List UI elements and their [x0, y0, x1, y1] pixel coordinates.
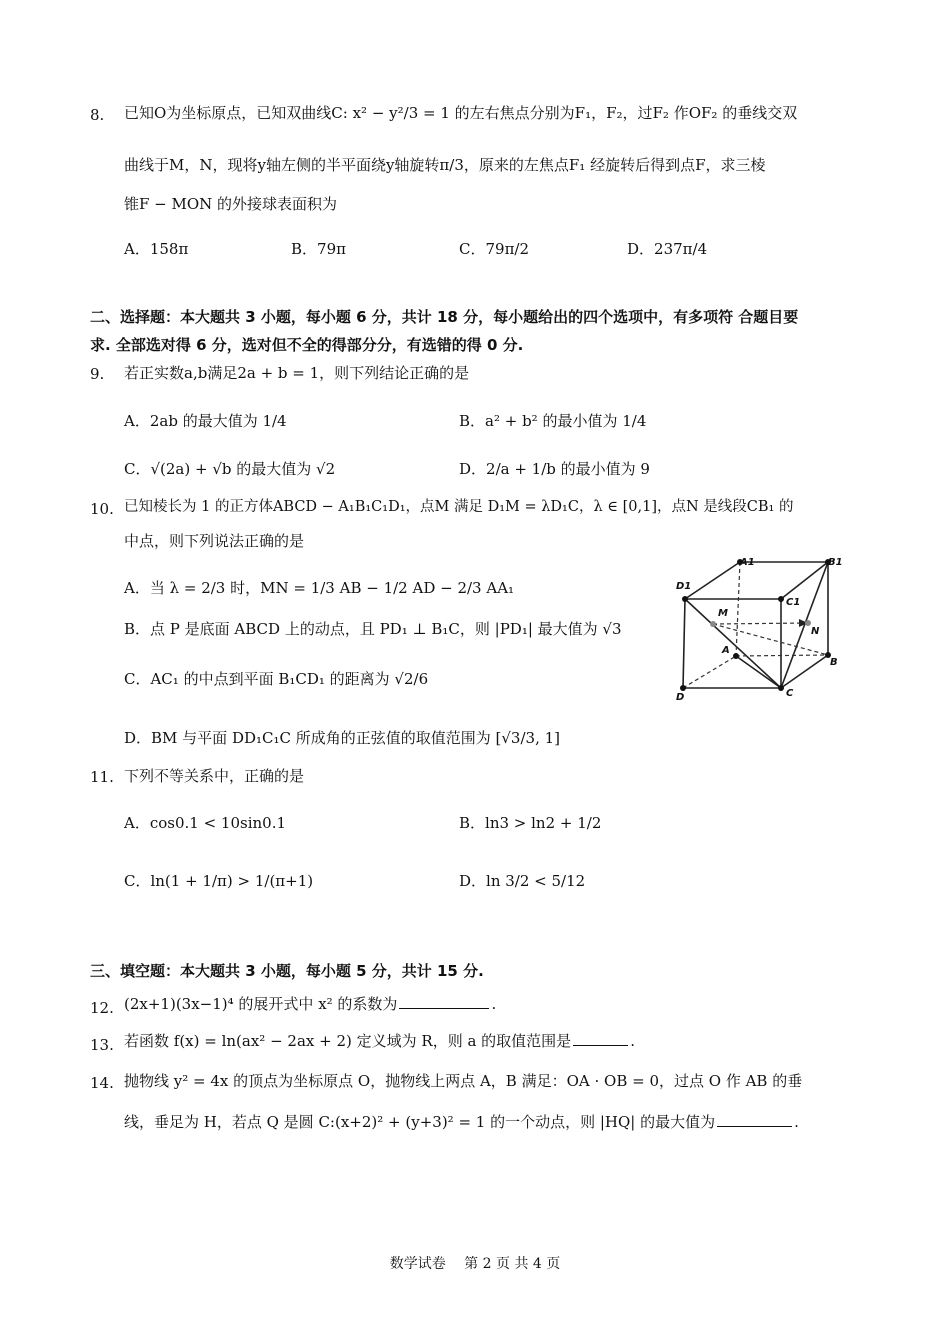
hidden-edge [683, 656, 736, 688]
vertex-c [778, 685, 784, 691]
question-number: 14. [90, 1074, 114, 1092]
option-d: D．2/a + 1/b 的最小值为 9 [459, 460, 650, 478]
vertex-c1 [778, 596, 784, 602]
vertex-a [733, 653, 739, 659]
question-number: 13. [90, 1036, 114, 1054]
option-d: D．ln 3/2 < 5/12 [459, 872, 586, 890]
option-a: A．2ab 的最大值为 1/4 [124, 412, 287, 430]
hidden-edge [736, 562, 740, 656]
label-m: M [718, 608, 728, 619]
option-a: A．cos0.1 < 10sin0.1 [124, 814, 287, 832]
answer-blank[interactable] [399, 1007, 489, 1009]
option-b: B．a² + b² 的最小值为 1/4 [459, 412, 647, 430]
option-a: A．当 λ = 2/3 时，MN = 1/3 AB − 1/2 AD − 2/3 AA₁ [124, 579, 515, 597]
cube-edge [781, 655, 828, 688]
segment-d1c [685, 599, 781, 688]
vertex-d1 [682, 596, 688, 602]
vertex-d [680, 685, 686, 691]
label-a: A [722, 645, 730, 656]
option-b: B．点 P 是底面 ABCD 上的动点，且 PD₁ ⊥ B₁C，则 |PD₁| 最大值为 √3 [124, 620, 622, 638]
question-text-line: 抛物线 y² = 4x 的顶点为坐标原点 O，抛物线上两点 A，B 满足：OA · OB = 0，过点 O 作 AB 的垂 [124, 1072, 803, 1090]
option-c: C．√(2a) + √b 的最大值为 √2 [124, 460, 336, 478]
question-text-line: 已知O为坐标原点，已知双曲线C: x² − y²/3 = 1 的左右焦点分别为F₁，F₂，过F₂ 作OF₂ 的垂线交双 [124, 104, 798, 122]
section-heading-line: 求. 全部选对得 6 分，选对但不全的得部分分，有选错的得 0 分. [90, 336, 524, 354]
question-number: 12. [90, 999, 114, 1017]
label-c: C [786, 688, 794, 699]
label-b: B [830, 657, 838, 668]
section-heading-line: 三、填空题：本大题共 3 小题，每小题 5 分，共计 15 分. [90, 962, 484, 980]
option-b: B．79π [291, 240, 346, 258]
question-number: 10. [90, 500, 114, 518]
option-c: C．AC₁ 的中点到平面 B₁CD₁ 的距离为 √2/6 [124, 670, 429, 688]
option-d: D．BM 与平面 DD₁C₁C 所成角的正弦值的取值范围为 [√3/3, 1] [124, 729, 560, 747]
option-c: C．ln(1 + 1/π) > 1/(π+1) [124, 872, 314, 890]
question-text-line: 下列不等关系中，正确的是 [124, 767, 305, 785]
page-footer: 数学试卷 第 2 页 共 4 页 [389, 1256, 561, 1272]
cube-edge [683, 599, 685, 688]
hidden-edge [736, 655, 828, 656]
label-b1: B1 [828, 557, 843, 568]
option-a: A．158π [124, 240, 189, 258]
label-d: D [676, 692, 685, 703]
segment-mn [713, 623, 808, 624]
question-text-line: (2x+1)(3x−1)⁴ 的展开式中 x² 的系数为 . [124, 995, 497, 1013]
question-text-line: 中点，则下列说法正确的是 [124, 532, 305, 550]
answer-blank[interactable] [717, 1125, 792, 1127]
segment-ca [736, 656, 781, 688]
question-text: 若函数 f(x) = ln(ax² − 2ax + 2) 定义域为 R，则 a 的取值范围是 [124, 1032, 572, 1050]
cube-edge [685, 562, 740, 599]
answer-blank[interactable] [573, 1044, 628, 1046]
question-number: 11. [90, 768, 114, 786]
question-text-line: 曲线于M，N，现将y轴左侧的半平面绕y轴旋转π/3，原来的左焦点F₁ 经旋转后得到点F，求三棱 [124, 156, 766, 174]
section-heading-line: 二、选择题：本大题共 3 小题，每小题 6 分，共计 18 分，每小题给出的四个选项中，有多项符 合题目要 [90, 308, 799, 326]
label-d1: D1 [676, 581, 692, 592]
label-a1: A1 [740, 557, 755, 568]
question-text: (2x+1)(3x−1)⁴ 的展开式中 x² 的系数为 [124, 995, 398, 1013]
question-text-line: 若正实数a,b满足2a + b = 1，则下列结论正确的是 [124, 364, 470, 382]
cube-figure [668, 553, 858, 703]
question-text-line: 已知棱长为 1 的正方体ABCD − A₁B₁C₁D₁，点M 满足 D₁M = λD₁C，λ ∈ [0,1]，点N 是线段CB₁ 的 [124, 499, 794, 515]
point-m [710, 621, 716, 627]
question-number: 8. [90, 106, 105, 124]
option-b: B．ln3 > ln2 + 1/2 [459, 814, 602, 832]
question-text-line: 线，垂足为 H，若点 Q 是圆 C:(x+2)² + (y+3)² = 1 的一个动点，则 |HQ| 的最大值为 . [124, 1113, 799, 1131]
question-number: 9. [90, 365, 105, 383]
option-d: D．237π/4 [627, 240, 708, 258]
option-c: C．79π/2 [459, 240, 530, 258]
question-text: 线，垂足为 H，若点 Q 是圆 C:(x+2)² + (y+3)² = 1 的一个动点，则 |HQ| 的最大值为 [124, 1113, 716, 1131]
label-c1: C1 [786, 597, 801, 608]
question-text-line: 锥F − MON 的外接球表面积为 [124, 195, 338, 213]
label-n: N [811, 626, 820, 637]
question-text-line: 若函数 f(x) = ln(ax² − 2ax + 2) 定义域为 R，则 a 的取值范围是 . [124, 1032, 635, 1050]
